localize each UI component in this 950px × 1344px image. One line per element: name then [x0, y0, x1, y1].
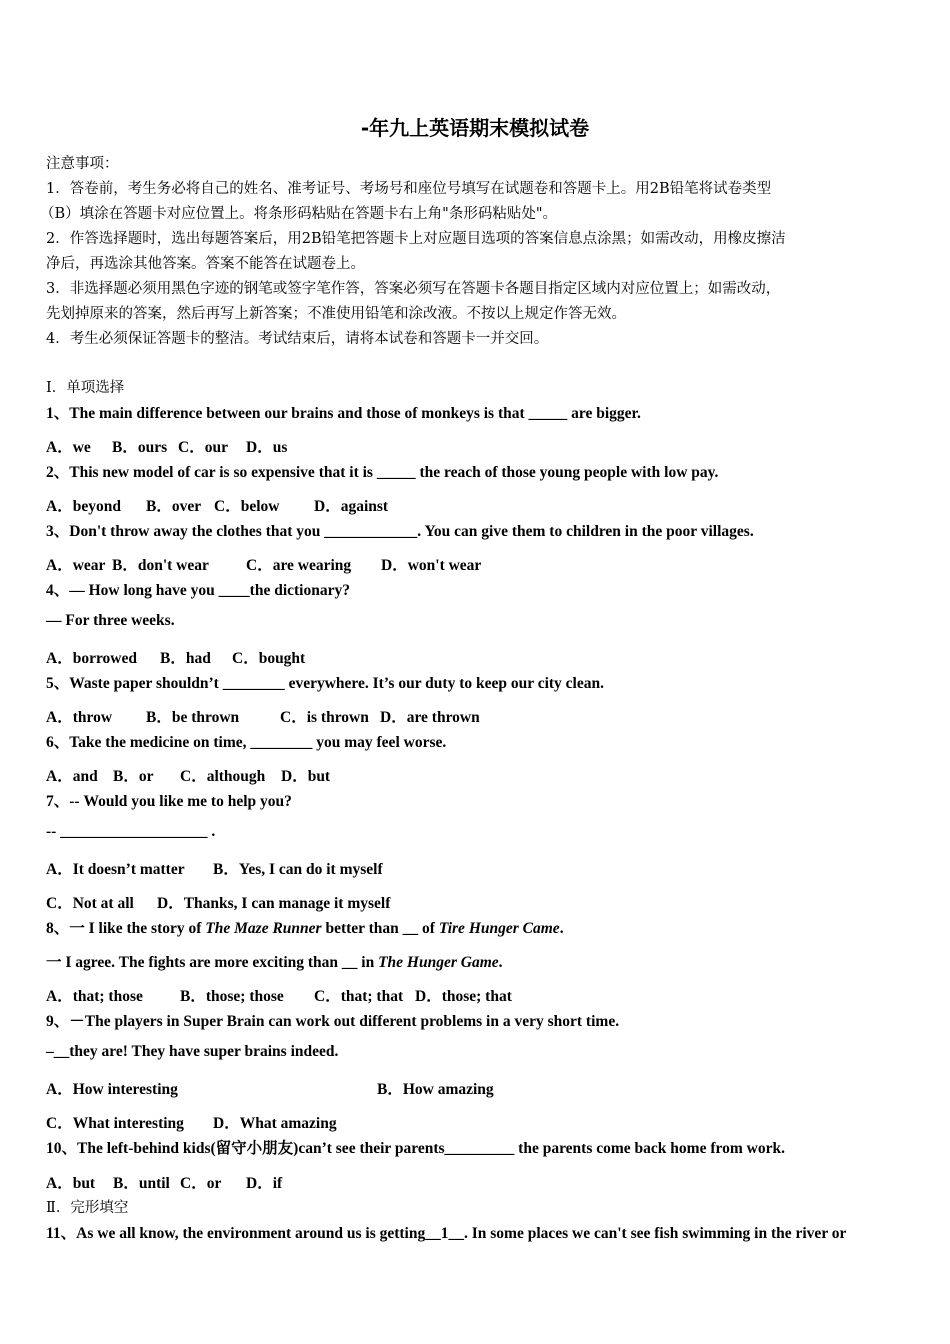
option[interactable]: D．but: [281, 768, 331, 785]
section-heading: Ⅰ．单项选择: [46, 380, 125, 396]
option[interactable]: D．against: [314, 498, 389, 515]
notice-line: 1．答卷前，考生务必将自己的姓名、准考证号、考场号和座位号填写在试题卷和答题卡上。用2B铅笔将试卷类型: [46, 181, 772, 197]
question-answer: -- ___________________ .: [46, 823, 216, 840]
option[interactable]: B．ours: [112, 439, 168, 456]
question-stem: 8、一 I like the story of The Maze Runner better than __ of Tire Hunger Came.: [46, 920, 564, 937]
question-stem: 1、The main difference between our brains and those of monkeys is that _____ are bigger.: [46, 405, 641, 422]
question-options: [46, 705, 480, 727]
option[interactable]: A．It doesn’t matter: [46, 861, 185, 878]
option[interactable]: A．but: [46, 1175, 96, 1192]
notice-line: 4．考生必须保证答题卡的整洁。考试结束后，请将本试卷和答题卡一并交回。: [46, 331, 549, 347]
option[interactable]: C．What interesting: [46, 1115, 184, 1132]
question-stem: 4、— How long have you ____the dictionary?: [46, 582, 350, 599]
question-stem: 2、This new model of car is so expensive that it is _____ the reach of those young people with low pay.: [46, 464, 719, 481]
option[interactable]: D．Thanks, I can manage it myself: [157, 895, 391, 912]
option[interactable]: C．or: [180, 1175, 222, 1192]
question-stem: 3、Don't throw away the clothes that you ____________. You can give them to children in the poor villages.: [46, 523, 754, 540]
option[interactable]: B．don't wear: [112, 557, 209, 574]
question-answer: 一 I agree. The fights are more exciting than __ in The Hunger Game.: [46, 954, 503, 971]
question-stem: 9、－The players in Super Brain can work out different problems in a very short time.: [46, 1013, 620, 1030]
notice-heading: 注意事项：: [46, 156, 119, 172]
notice-line: 3．非选择题必须用黑色字迹的钢笔或签字笔作答，答案必须写在答题卡各题目指定区域内对应位置上；如需改动，: [46, 281, 781, 297]
question-stem: 11、As we all know, the environment around us is getting__1__. In some places we can't see fish swimming in the river or: [46, 1225, 847, 1242]
option[interactable]: D．us: [246, 439, 288, 456]
option[interactable]: D．are thrown: [380, 709, 480, 726]
question-options: [46, 764, 330, 786]
option[interactable]: B．those; those: [180, 988, 284, 1005]
question-answer: — For three weeks.: [46, 612, 175, 629]
option[interactable]: B．Yes, I can do it myself: [213, 861, 383, 878]
option[interactable]: D．if: [246, 1175, 283, 1192]
question-options: [46, 435, 287, 457]
question-options: [46, 984, 512, 1006]
option[interactable]: C．Not at all: [46, 895, 134, 912]
option[interactable]: C．that; that: [314, 988, 404, 1005]
option[interactable]: B．until: [113, 1175, 170, 1192]
option[interactable]: D．won't wear: [381, 557, 482, 574]
option[interactable]: C．bought: [232, 650, 306, 667]
question-stem: 5、Waste paper shouldn’t ________ everywhere. It’s our duty to keep our city clean.: [46, 675, 604, 692]
option[interactable]: A．beyond: [46, 498, 121, 515]
question-answer: –__they are! They have super brains indeed.: [46, 1043, 339, 1060]
option[interactable]: C．below: [214, 498, 280, 515]
option[interactable]: A．wear: [46, 557, 106, 574]
option[interactable]: A．we: [46, 439, 91, 456]
option[interactable]: A．and: [46, 768, 98, 785]
option[interactable]: C．is thrown: [280, 709, 369, 726]
option[interactable]: D．What amazing: [213, 1115, 337, 1132]
question-stem: 7、-- Would you like me to help you?: [46, 793, 292, 810]
option[interactable]: B．How amazing: [377, 1081, 494, 1098]
notice-line: 先划掉原来的答案，然后再写上新答案；不准使用铅笔和涂改液。不按以上规定作答无效。: [46, 306, 626, 322]
notice-line: 净后，再选涂其他答案。答案不能答在试题卷上。: [46, 256, 365, 272]
question-options: [46, 494, 388, 516]
option[interactable]: B．be thrown: [146, 709, 240, 726]
option[interactable]: B．over: [146, 498, 202, 515]
option[interactable]: A．borrowed: [46, 650, 137, 667]
option[interactable]: D．those; that: [415, 988, 512, 1005]
option[interactable]: C．are wearing: [246, 557, 352, 574]
question-options: [46, 646, 305, 668]
question-options: [46, 1077, 494, 1099]
option[interactable]: A．throw: [46, 709, 113, 726]
question-options: [46, 1111, 337, 1133]
option[interactable]: C．although: [180, 768, 266, 785]
option[interactable]: B．or: [113, 768, 154, 785]
option[interactable]: C．our: [178, 439, 228, 456]
page-title: -年九上英语期末模拟试卷: [360, 116, 590, 140]
question-options: [46, 891, 390, 913]
question-stem: 6、Take the medicine on time, ________ you may feel worse.: [46, 734, 447, 751]
notice-line: 2．作答选择题时，选出每题答案后，用2B铅笔把答题卡上对应题目选项的答案信息点涂黑；如需改动，用橡皮擦洁: [46, 231, 786, 247]
question-options: [46, 857, 383, 879]
notice-line: （B）填涂在答题卡对应位置上。将条形码粘贴在答题卡右上角"条形码粘贴处"。: [40, 206, 557, 222]
option[interactable]: B．had: [160, 650, 211, 667]
question-options: [46, 1171, 282, 1193]
option[interactable]: A．that; those: [46, 988, 143, 1005]
option[interactable]: A．How interesting: [46, 1081, 178, 1098]
section-heading: Ⅱ．完形填空: [46, 1200, 129, 1216]
question-options: [46, 553, 481, 575]
question-stem: 10、The left-behind kids(留守小朋友)can’t see their parents_________ the parents come back home from work.: [46, 1140, 785, 1157]
